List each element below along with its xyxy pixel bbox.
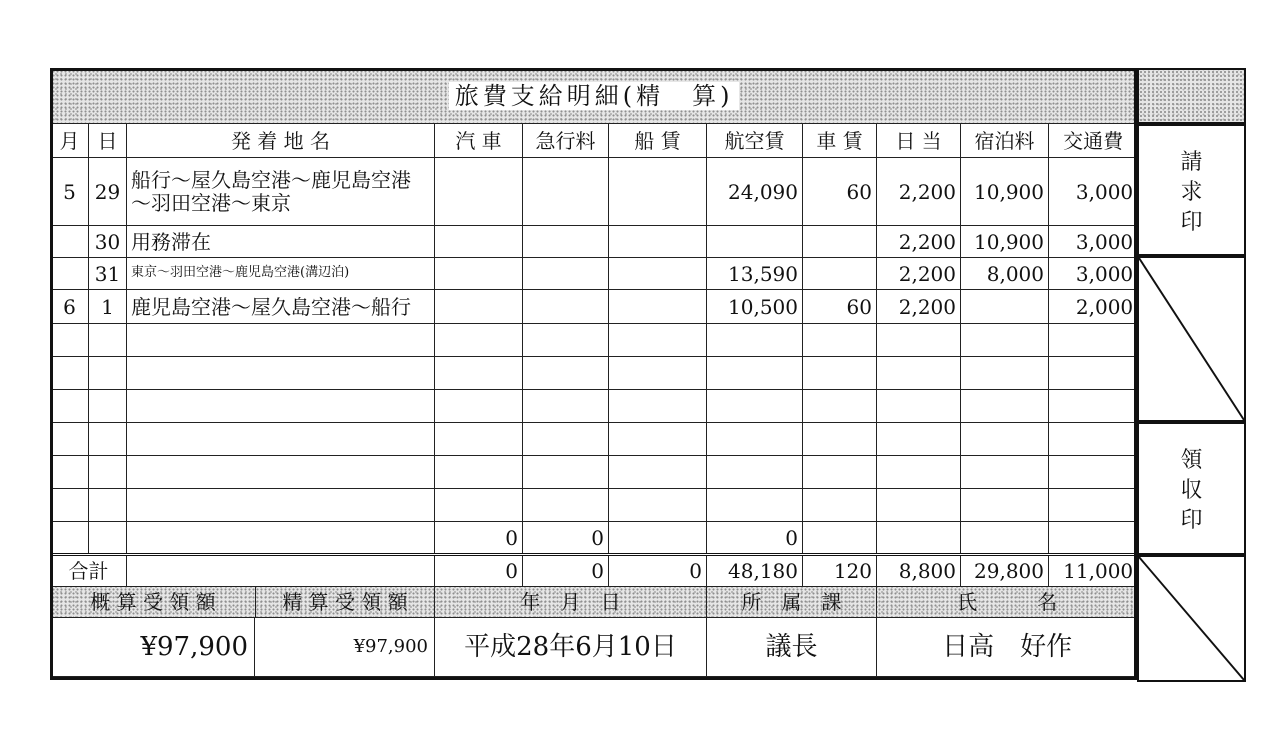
cell-express	[523, 226, 609, 258]
receipt-stamp-char-1: 領	[1180, 448, 1203, 473]
cell-month	[51, 258, 89, 290]
estimate-received-amount: ¥97,900	[51, 618, 255, 676]
header-car: 車 賃	[803, 124, 877, 158]
cell-ship	[609, 258, 707, 290]
table-row	[51, 423, 1138, 456]
summary-header-name: 氏 名	[877, 587, 1138, 618]
header-air: 航空賃	[707, 124, 803, 158]
cell-train	[435, 226, 523, 258]
cell-train: 0	[435, 522, 523, 555]
receipt-stamp-void	[1137, 555, 1246, 682]
cell-month	[51, 226, 89, 258]
form-title-cell	[51, 69, 1138, 124]
header-day: 日	[89, 124, 127, 158]
receipt-stamp-box	[1137, 422, 1246, 555]
cell-lodging	[961, 522, 1049, 555]
cell-express	[523, 290, 609, 324]
table-row	[51, 258, 1138, 290]
cell-car	[803, 226, 877, 258]
totals-label: 合計	[51, 555, 127, 587]
cell-daily: 2,200	[877, 158, 961, 226]
cell-ship	[609, 158, 707, 226]
cell-month	[51, 522, 89, 555]
travel-expense-form	[50, 68, 1246, 682]
total-ship: 0	[609, 555, 707, 587]
request-stamp-char-2: 求	[1180, 180, 1203, 205]
request-stamp-box	[1137, 124, 1246, 256]
cell-air: 10,500	[707, 290, 803, 324]
cell-transport	[1049, 522, 1138, 555]
cell-air	[707, 226, 803, 258]
cell-car: 60	[803, 158, 877, 226]
stamp-column	[1137, 68, 1246, 682]
cell-daily: 2,200	[877, 226, 961, 258]
cell-express	[523, 158, 609, 226]
cell-daily	[877, 522, 961, 555]
table-row	[51, 357, 1138, 390]
cell-daily: 2,200	[877, 290, 961, 324]
cell-daily: 2,200	[877, 258, 961, 290]
header-train: 汽 車	[435, 124, 523, 158]
cell-car	[803, 522, 877, 555]
cell-month: 6	[51, 290, 89, 324]
cell-express: 0	[523, 522, 609, 555]
cell-day: 30	[89, 226, 127, 258]
receipt-stamp-char-3: 印	[1180, 508, 1203, 533]
column-header-row	[51, 124, 1138, 158]
header-route: 発 着 地 名	[127, 124, 435, 158]
expense-table	[50, 68, 1138, 677]
cell-car: 60	[803, 290, 877, 324]
table-row	[51, 158, 1138, 226]
request-stamp-void	[1137, 256, 1246, 422]
cell-route: 鹿児島空港～屋久島空港～船行	[127, 290, 435, 324]
total-express: 0	[523, 555, 609, 587]
table-row	[51, 456, 1138, 489]
cell-air: 0	[707, 522, 803, 555]
cell-route: 用務滞在	[127, 226, 435, 258]
total-daily: 8,800	[877, 555, 961, 587]
cell-transport: 3,000	[1049, 258, 1138, 290]
cell-day	[89, 522, 127, 555]
cell-month: 5	[51, 158, 89, 226]
header-express: 急行料	[523, 124, 609, 158]
cell-air: 13,590	[707, 258, 803, 290]
totals-row	[51, 555, 1138, 587]
header-ship: 船 賃	[609, 124, 707, 158]
cell-lodging: 10,900	[961, 158, 1049, 226]
settlement-received-amount: ¥97,900	[353, 636, 428, 657]
stamp-header-box	[1137, 68, 1246, 124]
settlement-date: 平成28年6月10日	[435, 618, 707, 677]
cell-route	[127, 522, 435, 555]
total-air: 48,180	[707, 555, 803, 587]
cell-route: 船行～屋久島空港～鹿児島空港～羽田空港～東京	[127, 158, 435, 226]
summary-header-department: 所 属 課	[707, 587, 877, 618]
cell-day: 31	[89, 258, 127, 290]
cell-train	[435, 158, 523, 226]
cell-train	[435, 290, 523, 324]
cell-transport: 2,000	[1049, 290, 1138, 324]
total-lodging: 29,800	[961, 555, 1049, 587]
diagonal-strike-icon	[1139, 557, 1244, 680]
table-row	[51, 522, 1138, 555]
cell-air: 24,090	[707, 158, 803, 226]
summary-header-date: 年 月 日	[435, 587, 707, 618]
form-title: 旅費支給明細(精 算)	[449, 82, 740, 110]
total-transport: 11,000	[1049, 555, 1138, 587]
header-daily: 日 当	[877, 124, 961, 158]
summary-header-estimate: 概 算 受 領 額	[51, 587, 256, 617]
table-row	[51, 390, 1138, 423]
cell-route: 東京～羽田空港～鹿児島空港(溝辺泊)	[127, 258, 435, 290]
total-car: 120	[803, 555, 877, 587]
cell-lodging: 10,900	[961, 226, 1049, 258]
cell-transport: 3,000	[1049, 226, 1138, 258]
request-stamp-char-3: 印	[1180, 210, 1203, 235]
cell-ship	[609, 226, 707, 258]
header-month: 月	[51, 124, 89, 158]
summary-header-settlement: 精 算 受 領 額	[282, 590, 408, 614]
cell-day: 29	[89, 158, 127, 226]
cell-lodging: 8,000	[961, 258, 1049, 290]
total-train: 0	[435, 555, 523, 587]
cell-express	[523, 258, 609, 290]
request-stamp-char-1: 請	[1180, 150, 1203, 175]
cell-day: 1	[89, 290, 127, 324]
diagonal-strike-icon	[1139, 258, 1244, 420]
cell-lodging	[961, 290, 1049, 324]
header-transport: 交通費	[1049, 124, 1138, 158]
summary-values-row	[51, 618, 1138, 677]
table-row	[51, 226, 1138, 258]
receipt-stamp-char-2: 収	[1180, 478, 1203, 503]
table-row	[51, 324, 1138, 357]
cell-train	[435, 258, 523, 290]
department-value: 議長	[707, 618, 877, 677]
summary-header-row	[51, 587, 1138, 618]
header-lodging: 宿泊料	[961, 124, 1049, 158]
cell-transport: 3,000	[1049, 158, 1138, 226]
name-value: 日高 好作	[877, 618, 1138, 677]
table-row	[51, 489, 1138, 522]
cell-ship	[609, 522, 707, 555]
cell-car	[803, 258, 877, 290]
cell-ship	[609, 290, 707, 324]
table-row	[51, 290, 1138, 324]
